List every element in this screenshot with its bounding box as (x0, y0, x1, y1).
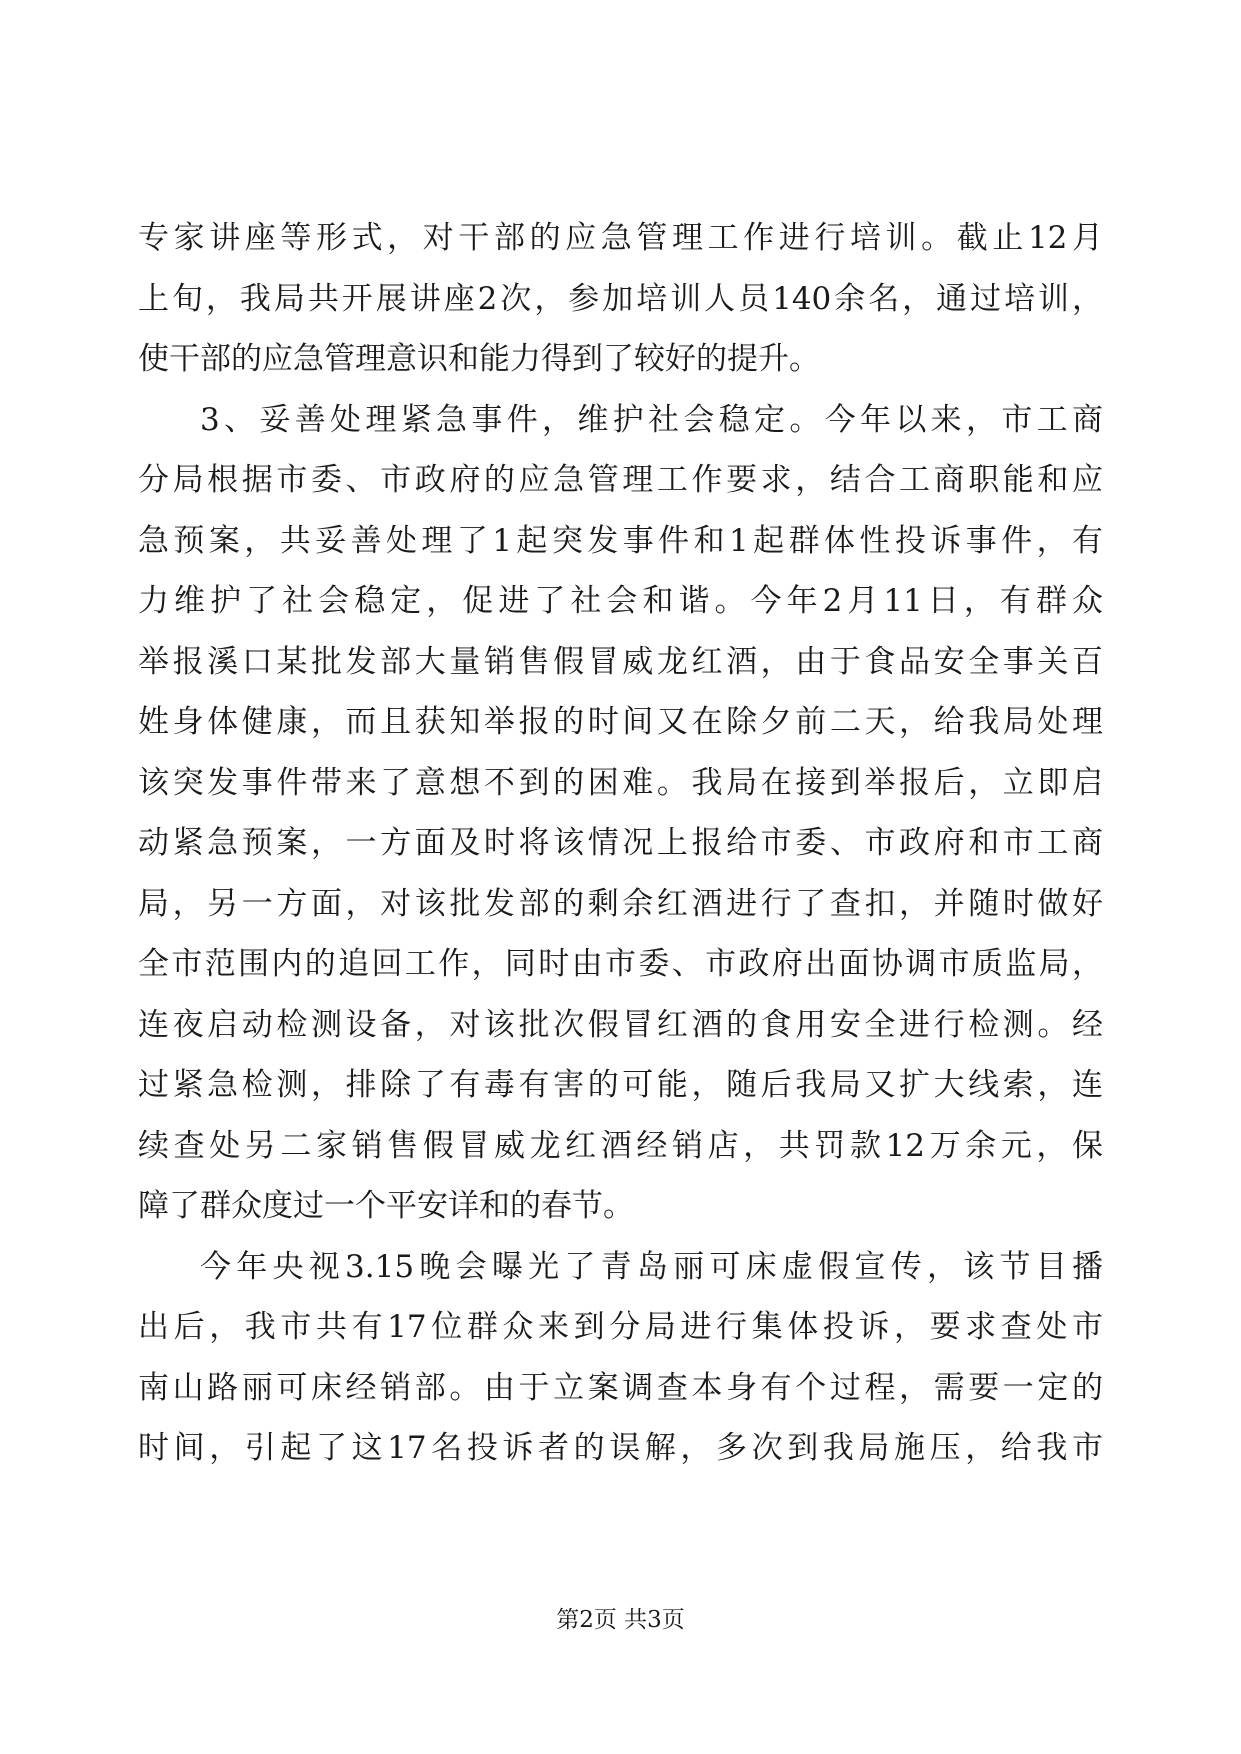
text-line: 上旬，我局共开展讲座2次，参加培训人员140余名，通过培训， (138, 280, 1103, 317)
text-line: 专家讲座等形式，对干部的应急管理工作进行培训。截止12月 (138, 220, 1103, 256)
text-line: 急预案，共妥善处理了1起突发事件和1起群体性投诉事件，有 (138, 522, 1103, 559)
text-line: 姓身体健康，而且获知举报的时间又在除夕前二天，给我局处理 (138, 704, 1103, 740)
text-line: 续查处另二家销售假冒威龙红酒经销店，共罚款12万余元，保 (138, 1127, 1103, 1164)
text-line: 全市范围内的追回工作，同时由市委、市政府出面协调市质监局， (138, 946, 1103, 982)
text-line: 使干部的应急管理意识和能力得到了较好的提升。 (138, 341, 820, 377)
text-line: 连夜启动检测设备，对该批次假冒红酒的食用安全进行检测。经 (138, 1006, 1103, 1043)
text-line: 时间，引起了这17名投诉者的误解，多次到我局施压，给我市 (138, 1430, 1103, 1466)
body-text (138, 208, 1103, 1479)
text-line: 障了群众度过一个平安详和的春节。 (138, 1188, 634, 1224)
text-line: 该突发事件带来了意想不到的困难。我局在接到举报后，立即启 (138, 764, 1103, 801)
text-line: 动紧急预案，一方面及时将该情况上报给市委、市政府和市工商 (138, 825, 1103, 861)
page-number-footer: 第2页 共3页 (556, 1607, 685, 1633)
text-line: 局，另一方面，对该批发部的剩余红酒进行了查扣，并随时做好 (138, 885, 1103, 922)
text-line: 过紧急检测，排除了有毒有害的可能，随后我局又扩大线索，连 (138, 1067, 1103, 1103)
text-line: 分局根据市委、市政府的应急管理工作要求，结合工商职能和应 (138, 462, 1103, 498)
paragraph-first-line: 今年央视3.15晚会曝光了青岛丽可床虚假宣传，该节目播 (200, 1248, 1103, 1285)
text-line: 南山路丽可床经销部。由于立案调查本身有个过程，需要一定的 (138, 1369, 1103, 1406)
text-line: 出后，我市共有17位群众来到分局进行集体投诉，要求查处市 (138, 1309, 1103, 1345)
text-line: 举报溪口某批发部大量销售假冒威龙红酒，由于食品安全事关百 (138, 643, 1103, 680)
text-line: 力维护了社会稳定，促进了社会和谐。今年2月11日，有群众 (138, 583, 1103, 619)
paragraph-first-line: 3、妥善处理紧急事件，维护社会稳定。今年以来，市工商 (200, 401, 1103, 438)
